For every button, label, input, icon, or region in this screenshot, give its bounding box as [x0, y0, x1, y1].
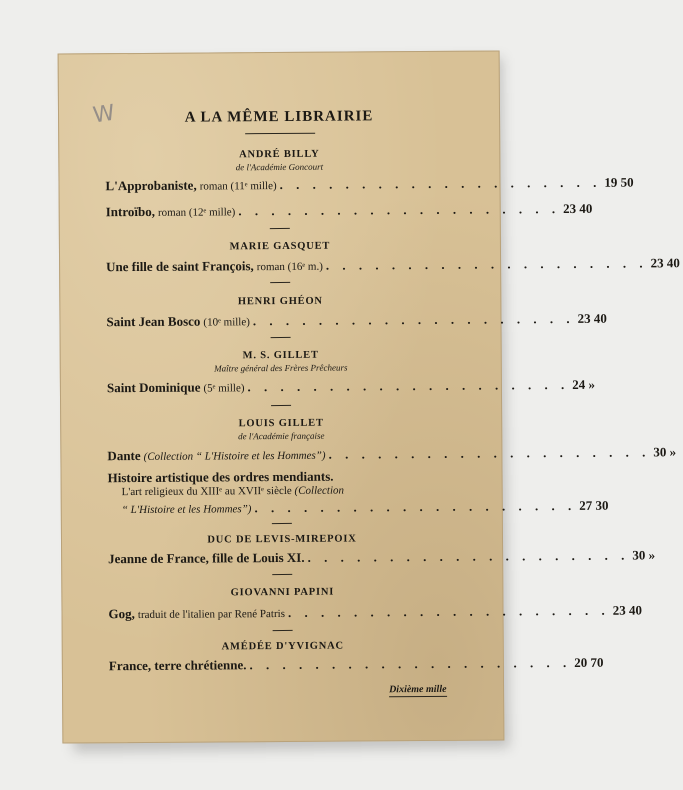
author-name: MARIE GASQUET	[229, 240, 331, 253]
divider	[272, 574, 292, 575]
book-title: Saint Dominique	[106, 379, 201, 396]
book-entry	[106, 255, 680, 275]
book-price: 23 40	[577, 310, 607, 326]
book-price: 30 »	[632, 547, 656, 563]
book-collection-note: (Collection	[294, 484, 345, 497]
book-entry	[105, 174, 634, 194]
author-name: HENRI GHÉON	[237, 295, 323, 308]
divider	[272, 523, 292, 524]
book-note: (5ᵉ mille)	[203, 382, 245, 395]
dot-leader: . . . . . . . . . . . . . . . . . . . .	[307, 547, 630, 565]
book-title: Saint Jean Bosco	[106, 313, 201, 330]
author-affiliation: de l'Académie française	[238, 430, 325, 442]
dot-leader: . . . . . . . . . . . . . . . . . . . .	[247, 376, 570, 395]
book-price: 20 70	[574, 654, 604, 670]
dot-leader: . . . . . . . . . . . . . . . . . . . .	[252, 310, 575, 329]
book-price: 27 30	[579, 497, 609, 513]
dot-leader: . . . . . . . . . . . . . . . . . . . .	[325, 255, 648, 273]
dot-leader: . . . . . . . . . . . . . . . . . . . .	[249, 654, 572, 673]
book-price: 30 »	[653, 444, 677, 460]
author-affiliation: de l'Académie Goncourt	[235, 161, 324, 173]
book-price: 23 40	[650, 255, 680, 271]
book-entry	[105, 200, 593, 220]
author-name: ANDRÉ BILLY	[239, 148, 320, 161]
pencil-mark: W	[91, 100, 115, 129]
book-note: roman (16ᵉ m.)	[256, 260, 323, 274]
dot-leader: . . . . . . . . . . . . . . . . . . . .	[279, 174, 602, 193]
book-subtitle	[122, 485, 344, 499]
dot-leader: . . . . . . . . . . . . . . . . . . . .	[287, 602, 610, 620]
book-note: traduit de l'italien par René Patris	[137, 607, 286, 622]
author-name: GIOVANNI PAPINI	[230, 586, 335, 599]
dot-leader: . . . . . . . . . . . . . . . . . . . .	[328, 444, 651, 462]
divider	[270, 228, 290, 229]
book-title: Jeanne de France, fille de Louis XI.	[108, 549, 305, 567]
edition-note: Dixième mille	[389, 683, 447, 696]
book-entry	[108, 468, 453, 486]
divider	[245, 133, 315, 134]
divider	[271, 337, 291, 338]
book-back-cover	[58, 50, 680, 743]
book-entry	[106, 310, 607, 330]
book-note: roman (12ᵉ mille)	[157, 206, 236, 219]
book-price: 23 40	[612, 602, 643, 618]
book-title: Gog,	[108, 606, 135, 622]
divider	[270, 282, 290, 283]
author-affiliation: Maître général des Frères Prêcheurs	[214, 362, 348, 374]
divider	[271, 405, 291, 406]
book-title: France, terre chrétienne.	[108, 657, 247, 674]
book-note: roman (11ᵉ mille)	[199, 180, 277, 193]
author-name: M. S. GILLET	[242, 349, 319, 362]
book-title: Introïbo,	[105, 203, 156, 220]
book-entry	[108, 547, 656, 567]
book-entry-continuation	[121, 497, 609, 517]
book-title: L'Approbaniste,	[105, 177, 197, 194]
author-name: AMÉDÉE D'YVIGNAC	[221, 640, 344, 653]
book-price: 24 »	[572, 376, 596, 392]
book-price: 23 40	[562, 200, 593, 217]
book-entry	[108, 602, 643, 622]
dot-leader: . . . . . . . . . . . . . . . . . . . .	[238, 201, 561, 219]
book-entry	[108, 654, 604, 674]
book-collection-note: “ L'Histoire et les Hommes”)	[121, 503, 252, 517]
book-entry	[106, 376, 596, 396]
book-subtitle-text: L'art religieux du XIIIᵉ au XVIIᵉ siècle	[121, 484, 292, 499]
author-name: LOUIS GILLET	[238, 417, 324, 430]
book-title: Dante	[107, 447, 141, 464]
book-note: (Collection “ L'Histoire et les Hommes”)	[143, 449, 326, 463]
divider	[273, 630, 293, 631]
book-entry	[107, 444, 677, 464]
book-title: Histoire artistique des ordres mendiants.	[107, 468, 334, 486]
author-name: DUC DE LEVIS-MIREPOIX	[207, 533, 357, 546]
page-title: A LA MÊME LIBRAIRIE	[184, 108, 374, 126]
book-price: 19 50	[604, 174, 634, 190]
book-title: Une fille de saint François,	[106, 258, 254, 275]
dot-leader: . . . . . . . . . . . . . . . . . . . .	[254, 497, 577, 516]
book-note: (10ᵉ mille)	[203, 316, 250, 329]
